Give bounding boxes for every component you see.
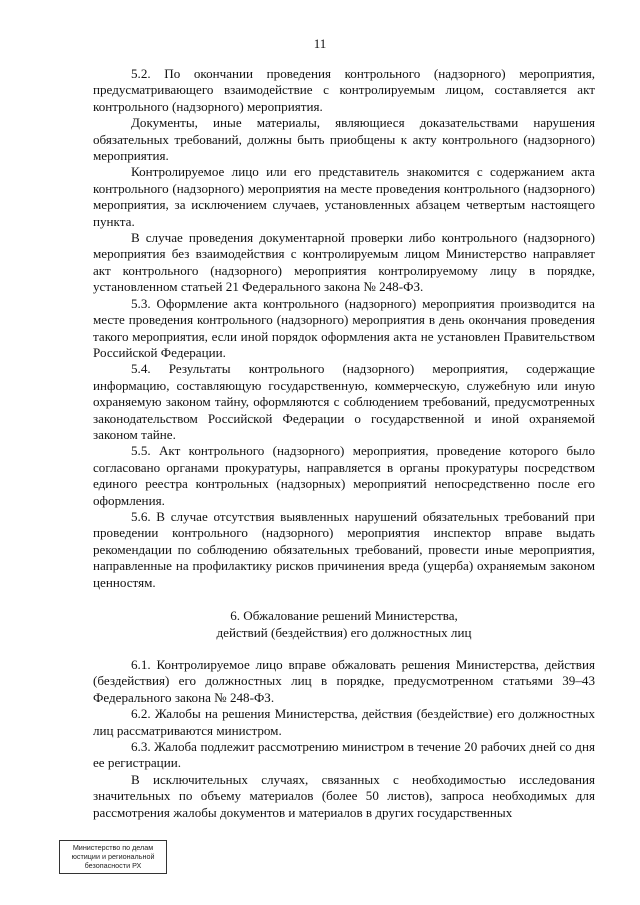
section-heading-line-2: действий (бездействия) его должностных лиц (216, 625, 472, 640)
paragraph-5-5: 5.5. Акт контрольного (надзорного) мероприятия, проведение которого было согласовано органами прокуратуры, направляется в органы прокуратуры посредством единого реестра контрольных (надзорных) мероприятий непосредственно после его оформления. (93, 443, 595, 508)
paragraph-exceptional-cases: В исключительных случаях, связанных с необходимостью исследования значительных по объему материалов (более 50 листов), запроса необходимых для рассмотрения жалобы документов и материалов в других государственных (93, 771, 595, 820)
paragraph-controlled-person: Контролируемое лицо или его представитель знакомится с содержанием акта контрольного (надзорного) мероприятия на месте проведения контрольного (надзорного) мероприятия, за исключением случаев, установленных абзацем четвертым настоящего пункта. (93, 164, 595, 229)
section-heading-line-1: 6. Обжалование решений Министерства, (230, 608, 458, 623)
paragraph-documentary-check: В случае проведения документарной проверки либо контрольного (надзорного) мероприятия без взаимодействия с контролируемым лицом Министерство направляет акт контрольного (надзорного) мероприятия контролируемому лицу в порядке, установленном статьей 21 Федерального закона № 248-ФЗ. (93, 230, 595, 295)
page-number: 11 (313, 36, 327, 51)
stamp-line-3: безопасности РХ (84, 861, 142, 870)
paragraph-documents: Документы, иные материалы, являющиеся доказательствами нарушения обязательных требований, должны быть приобщены к акту контрольного (надзорного) мероприятия. (93, 115, 595, 164)
section-heading (93, 607, 595, 641)
paragraph-5-2: 5.2. По окончании проведения контрольного (надзорного) мероприятия, предусматривающего взаимодействие с контролируемым лицом, составляется акт контрольного (надзорного) мероприятия. (93, 66, 595, 114)
ministry-stamp (59, 840, 167, 874)
paragraph-6-3: 6.3. Жалоба подлежит рассмотрению министром в течение 20 рабочих дней со дня ее регистрации. (93, 739, 595, 771)
paragraph-5-6: 5.6. В случае отсутствия выявленных нарушений обязательных требований при проведении контрольного (надзорного) мероприятия инспектор вправе выдать рекомендации по соблюдению обязательных требований, провести иные мероприятия, направленные на профилактику рисков причинения вреда (ущерба) охраняемым законом ценностям. (93, 508, 595, 590)
paragraph-6-2: 6.2. Жалобы на решения Министерства, действия (бездействие) его должностных лиц рассматриваются министром. (93, 706, 595, 738)
paragraph-5-4: 5.4. Результаты контрольного (надзорного) мероприятия, содержащие информацию, составляющую государственную, коммерческую, служебную или иную охраняемую законом тайну, оформляются с соблюдением требований, предусмотренных законодательством Российской Федерации о государственной и иной охраняемой законом тайне. (93, 361, 595, 442)
paragraph-5-3: 5.3. Оформление акта контрольного (надзорного) мероприятия производится на месте проведения контрольного (надзорного) мероприятия в день окончания проведения такого мероприятия, если иной порядок оформления акта не установлен Правительством Российской Федерации. (93, 295, 595, 360)
document-body (93, 66, 595, 821)
paragraph-6-1: 6.1. Контролируемое лицо вправе обжаловать решения Министерства, действия (бездействия) его должностных лиц в порядке, предусмотренном статьями 39–43 Федерального закона № 248-ФЗ. (93, 657, 595, 705)
stamp-line-1: Министерство по делам (72, 843, 154, 852)
stamp-line-2: юстиции и региональной (71, 852, 155, 861)
